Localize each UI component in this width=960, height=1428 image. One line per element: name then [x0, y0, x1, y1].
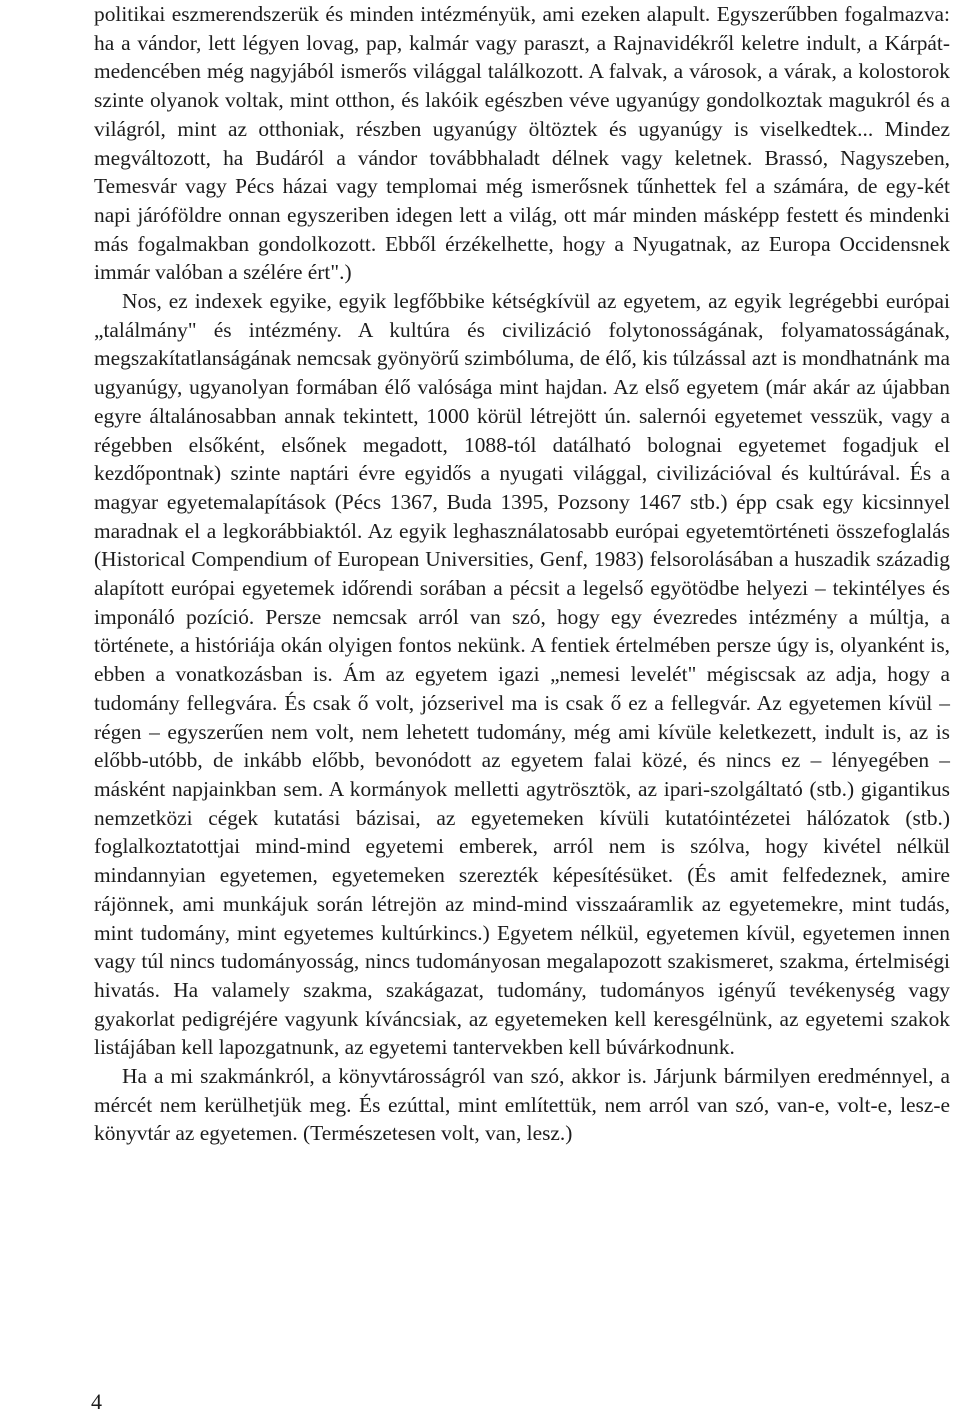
paragraph-library: Ha a mi szakmánkról, a könyvtárosságról van szó, akkor is. Járjunk bármilyen eredménnyel, a mércét nem kerülhetjük meg. És ezúttal, mint említettük, nem arról van szó, van-e, volt-e, lesz-e könyvtár az egyetemen. (Természetesen volt, van, lesz.) [94, 1064, 950, 1146]
paragraph-continuation: politikai eszmerendszerük és minden intézményük, ami ezeken alapult. Egyszerűbben fogalmazva: ha a vándor, lett légyen lovag, pap, kalmár vagy paraszt, a Rajnavidékről keletre indult, a Kárpát-medencében még nagyjából ismerős világgal találkozott. A falvak, a városok, a várak, a kolostorok szinte olyanok voltak, mint otthon, és lakóik egészben véve ugyanúgy gondolkoztak magukról és a világról, mint az otthoniak, részben ugyanúgy öltöztek és ugyanúgy is viselkedtek... Mindez megváltozott, ha Budáról a vándor továbbhaladt délnek vagy keletnek. Brassó, Nagyszeben, Temesvár vagy Pécs házai vagy templomai még ismerősnek tűnhettek fel a számára, de egy-két napi járóföldre onnan egyszeriben idegen lett a világ, ott már minden másképp festett és mindenki más fogalmakban gondolkozott. Ebből érzékelhette, hogy a Nyugatnak, az Europa Occidensnek immár valóban a szélére ért".) [94, 2, 950, 285]
page-number: 4 [91, 1389, 102, 1414]
paragraph-universities: Nos, ez indexek egyike, egyik legfőbbike kétségkívül az egyetem, az egyik legrégebbi európai „találmány" és intézmény. A kultúra és civilizáció folytonosságának, folyamatosságának, megszakítatlanságának nemcsak gyönyörű szimbóluma, de élő, kis túlzással azt is mondhatnánk ma ugyanúgy, ugyanolyan formában élő valósága mint hajdan. Az első egyetem (már akár az újabban egyre általánosabban annak tekintett, 1000 körül létrejött ún. salernói egyetemet vesszük, vagy a régebben elsőként, elsőnek megadott, 1088-tól datálható bolognai egyetemet fogadjuk el kezdőpontnak) szinte naptári évre egyidős a nyugati világgal, civilizációval és kultúrával. És a magyar egyetemalapítások (Pécs 1367, Buda 1395, Pozsony 1467 stb.) épp csak egy kicsinnyel maradnak el a legkorábbiaktól. Az egyik leghasználatosabb európai egyetemtörténeti összefoglalás (Historical Compendium of European Universities, Genf, 1983) felsorolásában a huszadik századig alapított európai egyetemek időrendi sorában a pécsit a legelső egyötödbe helyezi – tekintélyes és imponáló pozíció. Persze nemcsak arról van szó, hogy egy évezredes intézmény a múltja, a története, a históriája okán olyigen fontos nekünk. A fentiek értelmében persze úgy is, olyanként is, ebben a vonatkozásban is. Ám az egyetem igazi „nemesi levelét" mégiscsak az adja, hogy a tudomány fellegvára. És csak ő volt, józserivel ma is csak ő ez a fellegvár. Az egyetemen kívül – régen – egyszerűen nem volt, nem lehetett tudomány, még ami kívüle keletkezett, indult is, az is előbb-utóbb, de inkább előbb, bevonódott az egyetem falai közé, és nincs ez – lényegében – másként napjainkban sem. A kormányok melletti agytrösztök, az ipari-szolgáltató (stb.) gigantikus nemzetközi cégek kutatási bázisai, az egyetemeken kívüli kutatóintézetei hálózatok (stb.) foglalkoztatottjai mind-mind egyetemi emberek, arról nem is szólva, hogy kivétel nélkül mindannyian egyetemen, egyetemeken szerezték képesítésüket. (És amit felfedeznek, amire rájönnek, ami munkájuk során létrejön az mind-mind visszaáramlik az egyetemekre, mint tudás, mint tudomány, mint egyetemes kultúrkincs.) Egyetem nélkül, egyetemen kívül, egyetemen innen vagy túl nincs tudományosság, nincs tudományosan megalapozott szakismeret, szakma, értelmiségi hivatás. Ha valamely szakma, szakágazat, tudomány, tudományos igényű tevékenység vagy gyakorlat pedigréjére vagyunk kíváncsiak, az egyetemeken kell keresgélnünk, az egyetemi szakok listájában kell lapozgatnunk, az egyetemi tantervekben kell búvárkodnunk. [94, 289, 950, 1060]
body-text [94, 0, 950, 1148]
